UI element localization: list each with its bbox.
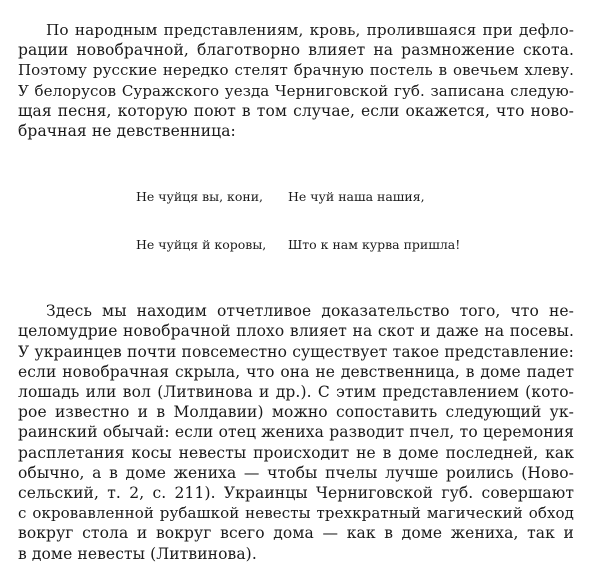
text-line: Здесь мы находим отчетливое доказательство того, что не-	[46, 302, 574, 321]
text-line: целомудрие новобрачной плохо влияет на скот и даже на посевы.	[18, 322, 574, 341]
text-line: У украинцев почти повсеместно существует такое представление:	[18, 342, 574, 361]
verse-line	[136, 237, 574, 253]
paragraph-1	[18, 20, 574, 141]
text-line: лошадь или вол (Литвинова и др.). С этим представлением (кото-	[18, 383, 574, 402]
verse-left: Не чуйця й коровы,	[136, 237, 267, 253]
text-line: обычно, а в доме жениха — чтобы пчелы лучше роились (Ново-	[18, 463, 574, 482]
paragraph-2	[18, 301, 574, 564]
text-line: Поэтому русские нередко стелят брачную постель в овечьем хлеву.	[18, 61, 574, 80]
text-line: У белорусов Суражского уезда Черниговской губ. записана следую-	[18, 81, 574, 100]
text-line: в доме невесты (Литвинова).	[18, 544, 257, 563]
text-line: рации новобрачной, благотворно влияет на размножение скота.	[18, 41, 574, 60]
text-line: рое известно и в Молдавии) можно сопоставить следующий ук-	[18, 403, 574, 422]
verse-right: Не чуй наша нашия,	[288, 189, 425, 205]
text-line: щая песня, которую поют в том случае, если окажется, что ново-	[18, 101, 574, 120]
verse-line	[136, 189, 574, 205]
text-line: сельский, т. 2, с. 211). Украинцы Черниговской губ. совершают	[18, 484, 574, 503]
song-verse	[136, 157, 574, 285]
verse-right: Што к нам курва пришла!	[288, 237, 461, 253]
verse-left: Не чуйця вы, кони,	[136, 189, 264, 205]
document-page	[18, 20, 574, 564]
text-line: если новобрачная скрыла, что она не девственница, в доме падет	[18, 362, 574, 381]
text-line: брачная не девственница:	[18, 122, 236, 141]
text-line: расплетания косы невесты происходит не в доме последней, как	[18, 443, 574, 462]
text-line: По народным представлениям, кровь, пролившаяся при дефло-	[46, 21, 574, 39]
text-line: раинский обычай: если отец жениха разводит пчел, то церемония	[18, 423, 574, 442]
text-line: вокруг стола и вокруг всего дома — как в доме жениха, так и	[18, 524, 574, 543]
text-line: с окровавленной рубашкой невесты трехкратный магический обход	[18, 504, 574, 523]
